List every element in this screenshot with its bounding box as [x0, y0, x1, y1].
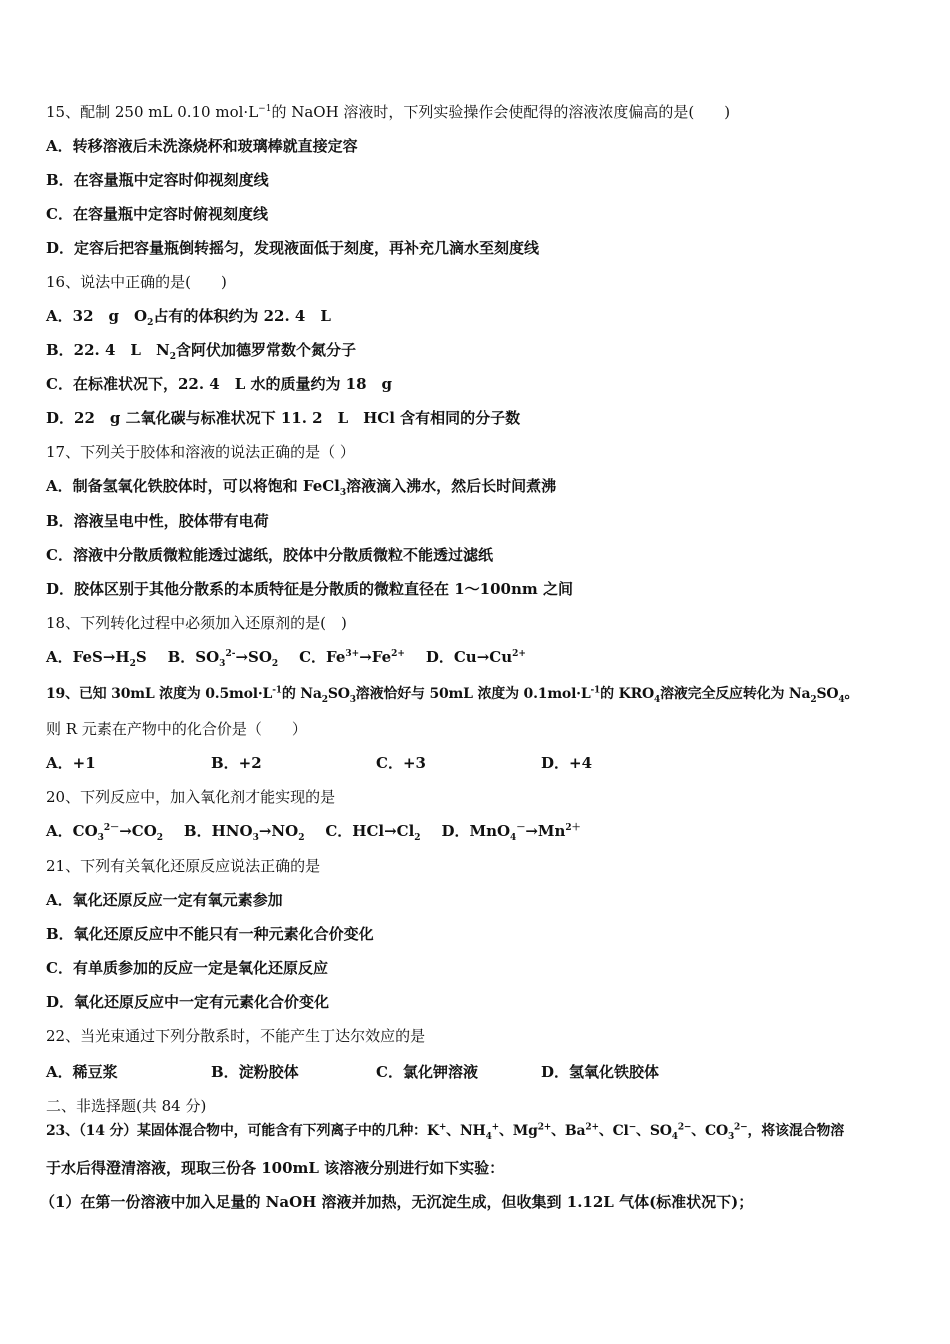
q15-option-c: C．在容量瓶中定容时俯视刻度线 — [46, 205, 268, 223]
q20-options — [46, 821, 910, 841]
q19-option-d: D．+4 — [541, 754, 593, 772]
q22-option-b: B．淀粉胶体 — [211, 1063, 299, 1081]
q19-options — [46, 753, 910, 773]
q22-option-a: A．稀豆浆 — [46, 1063, 118, 1081]
q21-option-b: B．氧化还原反应中不能只有一种元素化合价变化 — [46, 925, 374, 943]
q21-stem: 21、下列有关氧化还原反应说法正确的是 — [46, 857, 321, 875]
q19-stem-line1: 19、已知 30mL 浓度为 $0.5mol\cdot L^{-1}$的 $Na_2SO_3$溶液恰好与 50mL 浓度为 $0.1mol\cdot L^{-1}$的 $KRO_4$溶液完全反应转化为 $Na_2SO_4$。 — [46, 685, 859, 705]
q17-stem: 17、下列关于胶体和溶液的说法正确的是（ ） — [46, 443, 355, 461]
q21-option-d: D．氧化还原反应中一定有元素化合价变化 — [46, 993, 330, 1011]
q20-option-b: B．$HNO_3\to NO_2$ — [183, 822, 305, 843]
q22-options — [46, 1062, 910, 1082]
q20-option-a: A．$CO_3^{2-}\to CO_2$ — [46, 822, 164, 843]
q18-options — [46, 647, 910, 667]
q17-option-b: B．溶液呈电中性，胶体带有电荷 — [46, 512, 269, 530]
q20-stem: 20、下列反应中，加入氧化剂才能实现的是 — [46, 788, 336, 806]
q15-option-a: A．转移溶液后未洗涤烧杯和玻璃棒就直接定容 — [46, 137, 358, 155]
q19-option-a: A．+1 — [46, 754, 96, 772]
q21-option-a: A．氧化还原反应一定有氧元素参加 — [46, 891, 283, 909]
q17-option-c: C．溶液中分散质微粒能透过滤纸，胶体中分散质微粒不能透过滤纸 — [46, 546, 493, 564]
q18-option-c: C．$Fe^{3+}\to Fe^{2+}$ — [299, 648, 405, 666]
q22-option-c: C．氯化钾溶液 — [376, 1063, 478, 1081]
q22-stem: 22、当光束通过下列分散系时，不能产生丁达尔效应的是 — [46, 1027, 426, 1045]
q18-option-b: B．$SO_3^{2-}\to SO_2$ — [167, 648, 279, 669]
q21-option-c: C．有单质参加的反应一定是氧化还原反应 — [46, 959, 328, 977]
q20-option-c: C．$HCl\to Cl_2$ — [325, 822, 421, 843]
q16-option-a: A．32 g $O_2$占有的体积约为 22. 4 L — [46, 307, 331, 328]
q16-option-c: C．在标准状况下，22. 4 L 水的质量约为 18 g — [46, 375, 393, 393]
q18-option-a: A．$FeS\to H_2S$ — [46, 648, 147, 669]
q16-option-d: D．22 g 二氧化碳与标准状况下 11. 2 L HCl 含有相同的分子数 — [46, 409, 521, 427]
section-heading: 二、非选择题(共 84 分) — [46, 1097, 207, 1115]
q18-option-d: D．$Cu\to Cu^{2+}$ — [425, 648, 526, 666]
q19-stem-line2: 则 R 元素在产物中的化合价是（ ） — [46, 720, 307, 738]
q23-stem-line2: 于水后得澄清溶液，现取三份各 100mL 该溶液分别进行如下实验： — [46, 1159, 505, 1177]
q17-option-a: A．制备氢氧化铁胶体时，可以将饱和 FeCl$_3$溶液滴入沸水，然后长时间煮沸 — [46, 477, 557, 498]
q16-stem: 16、说法中正确的是( ) — [46, 273, 227, 291]
q23-stem-line1: 23、（14 分）某固体混合物中，可能含有下列离子中的几种：K+、$NH_4^+$、$Mg^{2+}$、$Ba^{2+}$、Cl−、$SO_4^{2-}$、$CO_3^{2-}$，将该混合物溶 — [46, 1122, 845, 1142]
q18-stem: 18、下列转化过程中必须加入还原剂的是( ) — [46, 614, 347, 632]
q17-option-d: D．胶体区别于其他分散系的本质特征是分散质的微粒直径在 1～100nm 之间 — [46, 580, 573, 598]
q20-option-d: D．$MnO_4^-\to Mn^{2+}$ — [441, 822, 581, 843]
q19-option-b: B．+2 — [211, 754, 262, 772]
q15-option-b: B．在容量瓶中定容时仰视刻度线 — [46, 171, 269, 189]
q23-part1: （1）在第一份溶液中加入足量的 NaOH 溶液并加热，无沉淀生成，但收集到 1.12L 气体(标准状况下)； — [40, 1193, 754, 1211]
q15-option-d: D．定容后把容量瓶倒转摇匀，发现液面低于刻度，再补充几滴水至刻度线 — [46, 239, 540, 257]
q15-stem: 15、配制 250 mL 0.10 $mol\cdot L^{-1}$的 NaOH 溶液时，下列实验操作会使配得的溶液浓度偏高的是( ) — [46, 103, 731, 121]
q19-option-c: C．+3 — [376, 754, 426, 772]
q22-option-d: D．氢氧化铁胶体 — [541, 1063, 660, 1081]
q16-option-b: B．22. 4 L $N_2$含阿伏加德罗常数个氮分子 — [46, 341, 356, 362]
